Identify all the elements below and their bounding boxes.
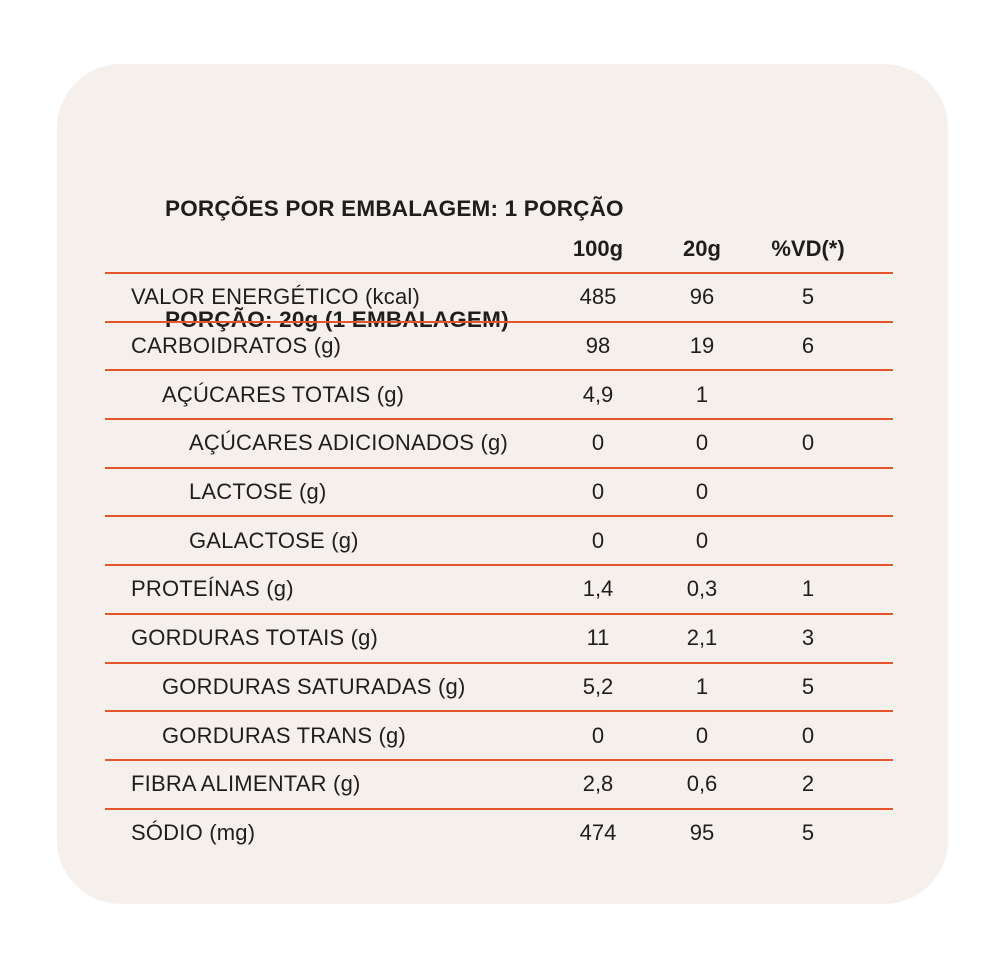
- table-row: [105, 515, 893, 564]
- row-value: 2,8: [582, 771, 614, 797]
- row-value: 6: [801, 333, 815, 359]
- table-row: [105, 710, 893, 759]
- row-value: 1: [695, 673, 709, 699]
- row-value: 1: [695, 381, 709, 407]
- row-value: 0: [591, 722, 605, 748]
- row-label: GORDURAS TRANS (g): [162, 722, 406, 748]
- row-label: AÇÚCARES ADICIONADOS (g): [189, 430, 508, 456]
- table-header-row: [105, 226, 893, 272]
- row-label: LACTOSE (g): [189, 479, 327, 505]
- row-label: PROTEÍNAS (g): [131, 576, 294, 602]
- row-value: 0: [695, 722, 709, 748]
- row-value: 98: [585, 333, 611, 359]
- row-value: 0,3: [686, 576, 718, 602]
- row-value: 2,1: [686, 625, 718, 651]
- column-header-20g: 20g: [683, 236, 721, 261]
- table-row: [105, 272, 893, 321]
- table-row: [105, 613, 893, 662]
- row-value: 0: [695, 527, 709, 553]
- row-value: 5: [801, 284, 815, 310]
- row-value: 5,2: [582, 673, 614, 699]
- row-value: 96: [689, 284, 715, 310]
- table-row: [105, 564, 893, 613]
- row-value: 5: [801, 819, 815, 845]
- row-label: GORDURAS SATURADAS (g): [162, 673, 466, 699]
- table-body: [105, 272, 893, 856]
- row-value: 0,6: [686, 771, 718, 797]
- nutrition-table: [105, 226, 893, 856]
- column-header-100g: 100g: [572, 236, 624, 261]
- row-label: GALACTOSE (g): [189, 527, 359, 553]
- table-row: [105, 759, 893, 808]
- row-value: 0: [801, 722, 815, 748]
- nutrition-facts-card: [57, 64, 948, 904]
- row-value: 0: [801, 430, 815, 456]
- row-label: SÓDIO (mg): [131, 819, 256, 845]
- row-value: 3: [801, 625, 815, 651]
- column-header-percent-vd: %VD(*): [771, 236, 845, 261]
- row-label: CARBOIDRATOS (g): [131, 333, 342, 359]
- row-label: GORDURAS TOTAIS (g): [131, 625, 379, 651]
- row-value: 5: [801, 673, 815, 699]
- row-value: 0: [695, 430, 709, 456]
- table-row: [105, 369, 893, 418]
- row-value: 0: [591, 430, 605, 456]
- row-value: 95: [689, 819, 715, 845]
- row-value: 1,4: [582, 576, 614, 602]
- servings-per-package-text: PORÇÕES POR EMBALAGEM: 1 PORÇÃO: [165, 196, 624, 221]
- table-row: [105, 418, 893, 467]
- table-row: [105, 808, 893, 857]
- row-value: 0: [591, 527, 605, 553]
- table-row: [105, 467, 893, 516]
- row-label: VALOR ENERGÉTICO (kcal): [131, 284, 421, 310]
- serving-size-text: PORÇÃO: 20g (1 EMBALAGEM): [165, 307, 509, 332]
- row-value: 0: [591, 479, 605, 505]
- row-label: AÇÚCARES TOTAIS (g): [162, 381, 405, 407]
- row-value: 4,9: [582, 381, 614, 407]
- table-row: [105, 321, 893, 370]
- row-value: 485: [579, 284, 617, 310]
- row-value: 11: [586, 625, 610, 651]
- row-value: 19: [689, 333, 715, 359]
- row-value: 474: [579, 819, 617, 845]
- row-value: 0: [695, 479, 709, 505]
- row-value: 2: [801, 771, 815, 797]
- table-row: [105, 662, 893, 711]
- row-label: FIBRA ALIMENTAR (g): [131, 771, 361, 797]
- row-value: 1: [801, 576, 815, 602]
